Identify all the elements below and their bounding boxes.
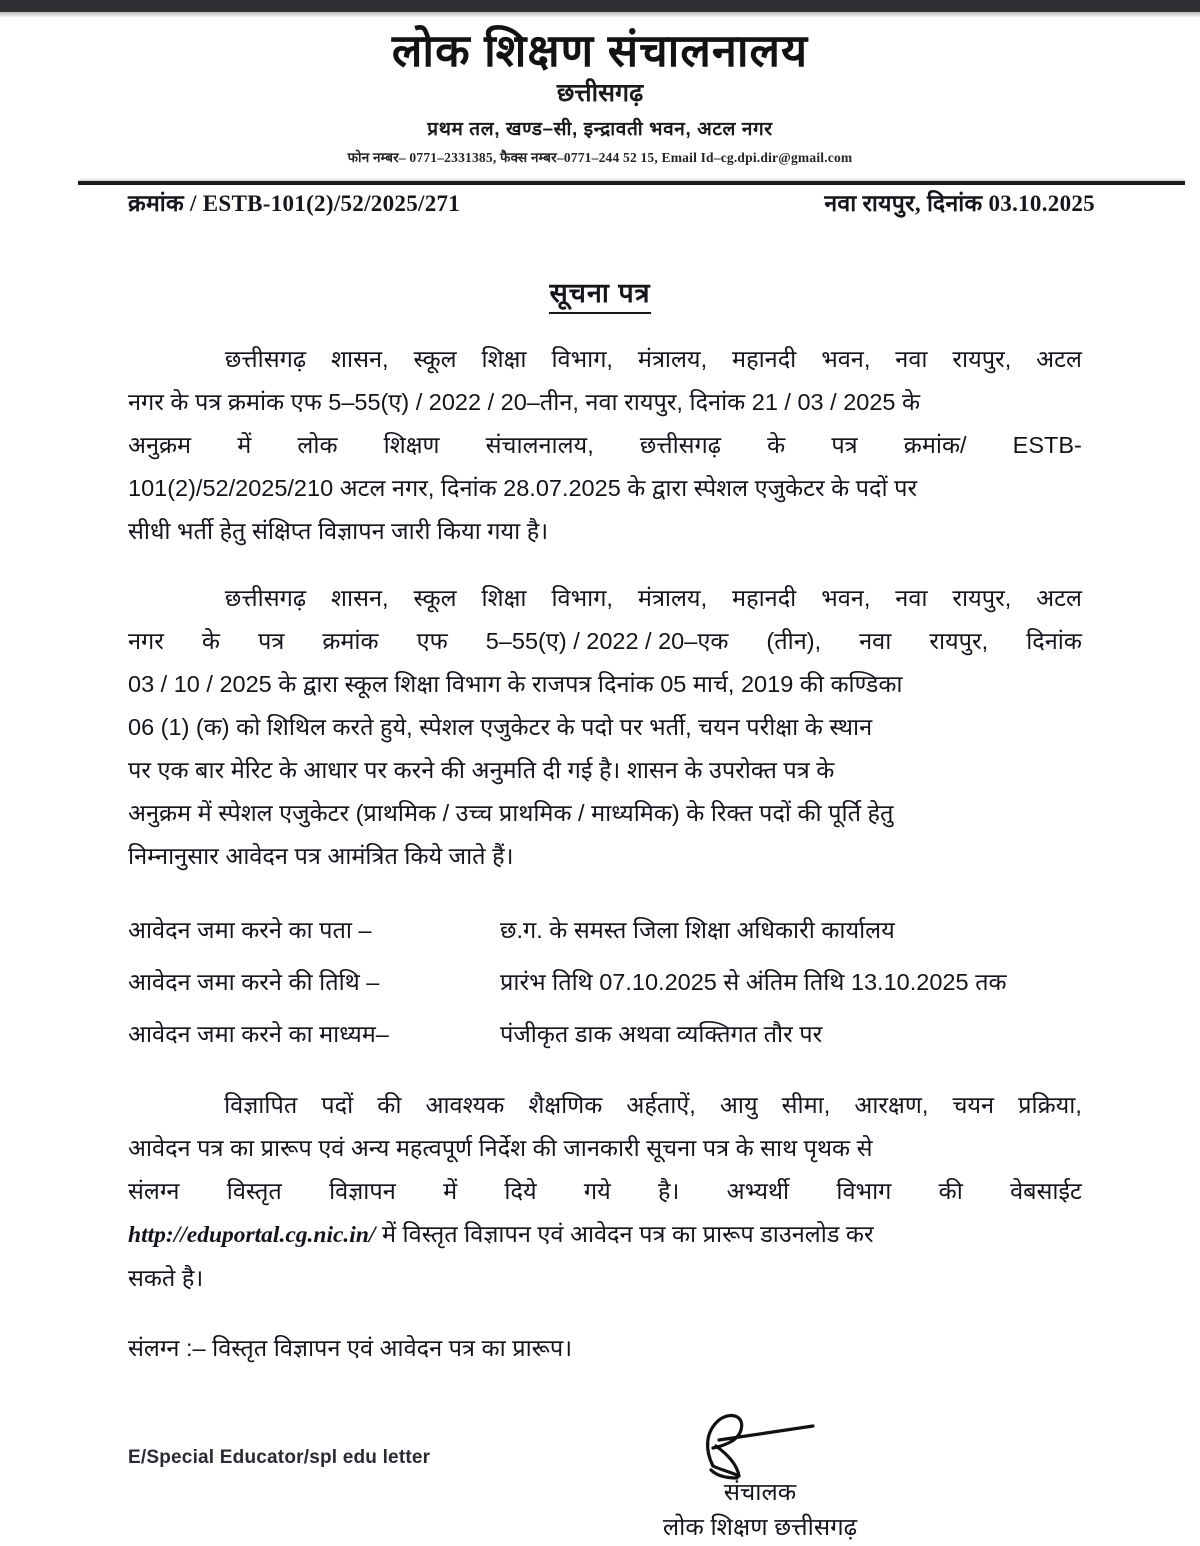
document-body xyxy=(128,338,1082,1546)
p2-l1-w3: स्कूल xyxy=(413,585,457,612)
signatory-designation: संचालक xyxy=(723,1479,797,1507)
p3-l3-w5: दिये xyxy=(504,1178,537,1205)
p2-l1-w7: महानदी xyxy=(732,585,797,612)
reference-number: क्रमांक / ESTB-101(2)/52/2025/271 xyxy=(128,191,461,217)
p3-l1-w3: की xyxy=(377,1092,402,1119)
value-submission-address: छ.ग. के समस्त जिला शिक्षा अधिकारी कार्यालय xyxy=(500,917,895,944)
p1-l1-w1: छत्तीसगढ़ xyxy=(224,346,307,373)
reference-place-date: नवा रायपुर, दिनांक 03.10.2025 xyxy=(824,191,1095,217)
scan-top-bar xyxy=(0,0,1200,12)
p2-l2-w6: 5–55(ए) / 2022 / 20–एक xyxy=(485,628,729,655)
p1-l3-w4: शिक्षण xyxy=(383,432,440,459)
p2-l2-w1: नगर xyxy=(128,628,164,655)
organisation-contact: फोन नम्बर– 0771–2331385, फैक्स नम्बर–0771–244 52 15, Email Id–cg.dpi.dir@gmail.com xyxy=(347,150,853,166)
p2-l1-w10: रायपुर, xyxy=(952,585,1012,612)
p1-l3-w5: संचालनालय, xyxy=(485,432,594,459)
p2-l1-w6: मंत्रालय, xyxy=(637,585,708,612)
p3-l3-w4: में xyxy=(443,1178,458,1205)
p3-l3-w3: विज्ञापन xyxy=(329,1178,396,1205)
header-divider xyxy=(78,181,1185,185)
p1-l1-w11: अटल xyxy=(1036,346,1082,373)
p3-line-2: आवेदन पत्र का प्रारूप एवं अन्य महत्वपूर्ण निर्देश की जानकारी सूचना पत्र के साथ पृथक से xyxy=(128,1135,873,1162)
p1-l1-w8: भवन, xyxy=(821,346,871,373)
p3-l1-w4: आवश्यक xyxy=(425,1092,505,1119)
p2-l1-w8: भवन, xyxy=(821,585,871,612)
p2-line-3: 03 / 10 / 2025 के द्वारा स्कूल शिक्षा विभाग के राजपत्र दिनांक 05 मार्च, 2019 की कण्डिका xyxy=(128,671,903,698)
p2-l2-w2: के xyxy=(201,628,220,655)
p1-l1-w3: स्कूल xyxy=(413,346,457,373)
reference-row xyxy=(0,186,1200,218)
p2-l1-w4: शिक्षा xyxy=(481,585,527,612)
organisation-address: प्रथम तल, खण्ड–सी, इन्द्रावती भवन, अटल नगर xyxy=(427,119,773,141)
p3-l1-w7: आयु xyxy=(719,1092,758,1119)
row-submission-address xyxy=(128,904,1082,956)
organisation-state: छत्तीसगढ़ xyxy=(556,79,644,108)
p1-l3-w7: के xyxy=(767,432,786,459)
p3-line-5: सकते है। xyxy=(128,1265,204,1292)
p1-l3-w6: छत्तीसगढ़ xyxy=(639,432,722,459)
p2-l1-w9: नवा xyxy=(895,585,928,612)
attachment-note: संलग्न :– विस्तृत विज्ञापन एवं आवेदन पत्र का प्रारूप। xyxy=(128,1335,573,1362)
p1-line-1 xyxy=(128,338,1082,381)
p1-l1-w6: मंत्रालय, xyxy=(637,346,708,373)
p2-l2-w4: क्रमांक xyxy=(322,628,379,655)
signature-block xyxy=(610,1410,910,1546)
p3-l3-w1: संलग्न xyxy=(128,1178,180,1205)
p2-l2-w3: पत्र xyxy=(257,628,285,655)
paragraph-indent xyxy=(128,338,200,381)
p3-l1-w9: आरक्षण, xyxy=(854,1092,929,1119)
p2-l1-w11: अटल xyxy=(1036,585,1082,612)
p3-l1-w6: अर्हताऐं, xyxy=(626,1092,696,1119)
letterhead xyxy=(0,26,1200,166)
paragraph-indent xyxy=(128,1084,200,1127)
paragraph-3 xyxy=(128,1084,1082,1300)
page-title-wrap xyxy=(0,273,1200,314)
p2-l1-w2: शासन, xyxy=(331,585,389,612)
p3-l1-w1: विज्ञापित xyxy=(224,1092,298,1119)
p3-l3-w7: है। xyxy=(658,1178,680,1205)
p2-l2-w9: रायपुर, xyxy=(929,628,989,655)
p1-l1-w9: नवा xyxy=(895,346,928,373)
submission-details xyxy=(128,904,1082,1060)
row-submission-dates xyxy=(128,956,1082,1008)
value-submission-dates: प्रारंभ तिथि 07.10.2025 से अंतिम तिथि 13.10.2025 तक xyxy=(500,969,1007,996)
p1-l1-w5: विभाग, xyxy=(551,346,613,373)
p2-line-7: निम्नानुसार आवेदन पत्र आमंत्रित किये जाते हैं। xyxy=(128,843,514,870)
p2-l2-w8: नवा xyxy=(859,628,892,655)
paragraph-indent xyxy=(128,577,200,620)
row-submission-medium xyxy=(128,1008,1082,1060)
p3-l1-w5: शैक्षणिक xyxy=(528,1092,603,1119)
p1-l1-w10: रायपुर, xyxy=(952,346,1012,373)
p3-l3-w6: गये xyxy=(583,1178,611,1205)
label-submission-address: आवेदन जमा करने का पता – xyxy=(128,917,372,944)
p3-l3-w9: विभाग xyxy=(836,1178,892,1205)
p2-l2-w5: एफ xyxy=(416,628,448,655)
eduportal-link[interactable]: http://eduportal.cg.nic.in/ xyxy=(128,1222,376,1249)
p1-line-2: नगर के पत्र क्रमांक एफ 5–55(ए) / 2022 / 20–तीन, नवा रायपुर, दिनांक 21 / 03 / 2025 के xyxy=(128,389,921,416)
p1-l1-w2: शासन, xyxy=(331,346,389,373)
p2-line-1 xyxy=(128,577,1082,620)
signatory-department: लोक शिक्षण छत्तीसगढ़ xyxy=(662,1514,858,1542)
p3-line-3 xyxy=(128,1170,1082,1213)
p3-l3-w2: विस्तृत xyxy=(226,1178,282,1205)
label-submission-medium: आवेदन जमा करने का माध्यम– xyxy=(128,1021,389,1048)
p3-l1-w11: प्रक्रिया, xyxy=(1018,1092,1082,1119)
p1-l3-w8: पत्र xyxy=(831,432,858,459)
p3-l3-w11: वेबसाईट xyxy=(1010,1178,1082,1205)
document-content xyxy=(0,18,1200,1546)
p3-l1-w8: सीमा, xyxy=(781,1092,831,1119)
p2-line-6: अनुक्रम में स्पेशल एजुकेटर (प्राथमिक / उच्च प्राथमिक / माध्यमिक) के रिक्त पदों की पूर्ति हेतु xyxy=(128,800,894,827)
value-submission-medium: पंजीकृत डाक अथवा व्यक्तिगत तौर पर xyxy=(500,1021,823,1048)
paragraph-2 xyxy=(128,577,1082,878)
footer-file-reference: E/Special Educator/spl edu letter xyxy=(128,1447,431,1468)
p2-l2-w7: (तीन), xyxy=(766,628,822,655)
page-title: सूचना पत्र xyxy=(549,273,650,314)
p1-l1-w7: महानदी xyxy=(732,346,797,373)
paragraph-1 xyxy=(128,338,1082,553)
p1-line-4: 101(2)/52/2025/210 अटल नगर, दिनांक 28.07.2025 के द्वारा स्पेशल एजुकेटर के पदों पर xyxy=(128,475,918,502)
p1-l3-w2: में xyxy=(237,432,252,459)
p3-line-4-rest: में विस्तृत विज्ञापन एवं आवेदन पत्र का प्रारूप डाउनलोड कर xyxy=(381,1221,874,1248)
p1-line-3 xyxy=(128,424,1082,467)
p1-line-5: सीधी भर्ती हेतु संक्षिप्त विज्ञापन जारी किया गया है। xyxy=(128,518,549,545)
p2-line-5: पर एक बार मेरिट के आधार पर करने की अनुमति दी गई है। शासन के उपरोक्त पत्र के xyxy=(128,757,835,784)
label-submission-dates: आवेदन जमा करने की तिथि – xyxy=(128,969,380,996)
p3-l3-w10: की xyxy=(938,1178,963,1205)
p2-line-4: 06 (1) (क) को शिथिल करते हुये, स्पेशल एजुकेटर के पदो पर भर्ती, चयन परीक्षा के स्थान xyxy=(128,714,873,741)
p2-l2-w10: दिनांक xyxy=(1026,628,1082,655)
p2-l1-w1: छत्तीसगढ़ xyxy=(224,585,307,612)
p3-l3-w8: अभ्यर्थी xyxy=(726,1178,790,1205)
p2-line-2 xyxy=(128,620,1082,663)
p3-line-4 xyxy=(128,1213,1082,1257)
organisation-title: लोक शिक्षण संचालनालय xyxy=(391,25,809,76)
p1-l1-w4: शिक्षा xyxy=(481,346,527,373)
p3-line-1 xyxy=(128,1084,1082,1127)
p1-l3-w3: लोक xyxy=(297,432,338,459)
p1-l3-w10: ESTB- xyxy=(1012,432,1082,459)
p3-l1-w10: चयन xyxy=(952,1092,995,1119)
p2-l1-w5: विभाग, xyxy=(551,585,613,612)
p1-l3-w1: अनुक्रम xyxy=(128,432,192,459)
p1-l3-w9: क्रमांक/ xyxy=(903,432,967,459)
p3-l1-w2: पदों xyxy=(321,1092,354,1119)
